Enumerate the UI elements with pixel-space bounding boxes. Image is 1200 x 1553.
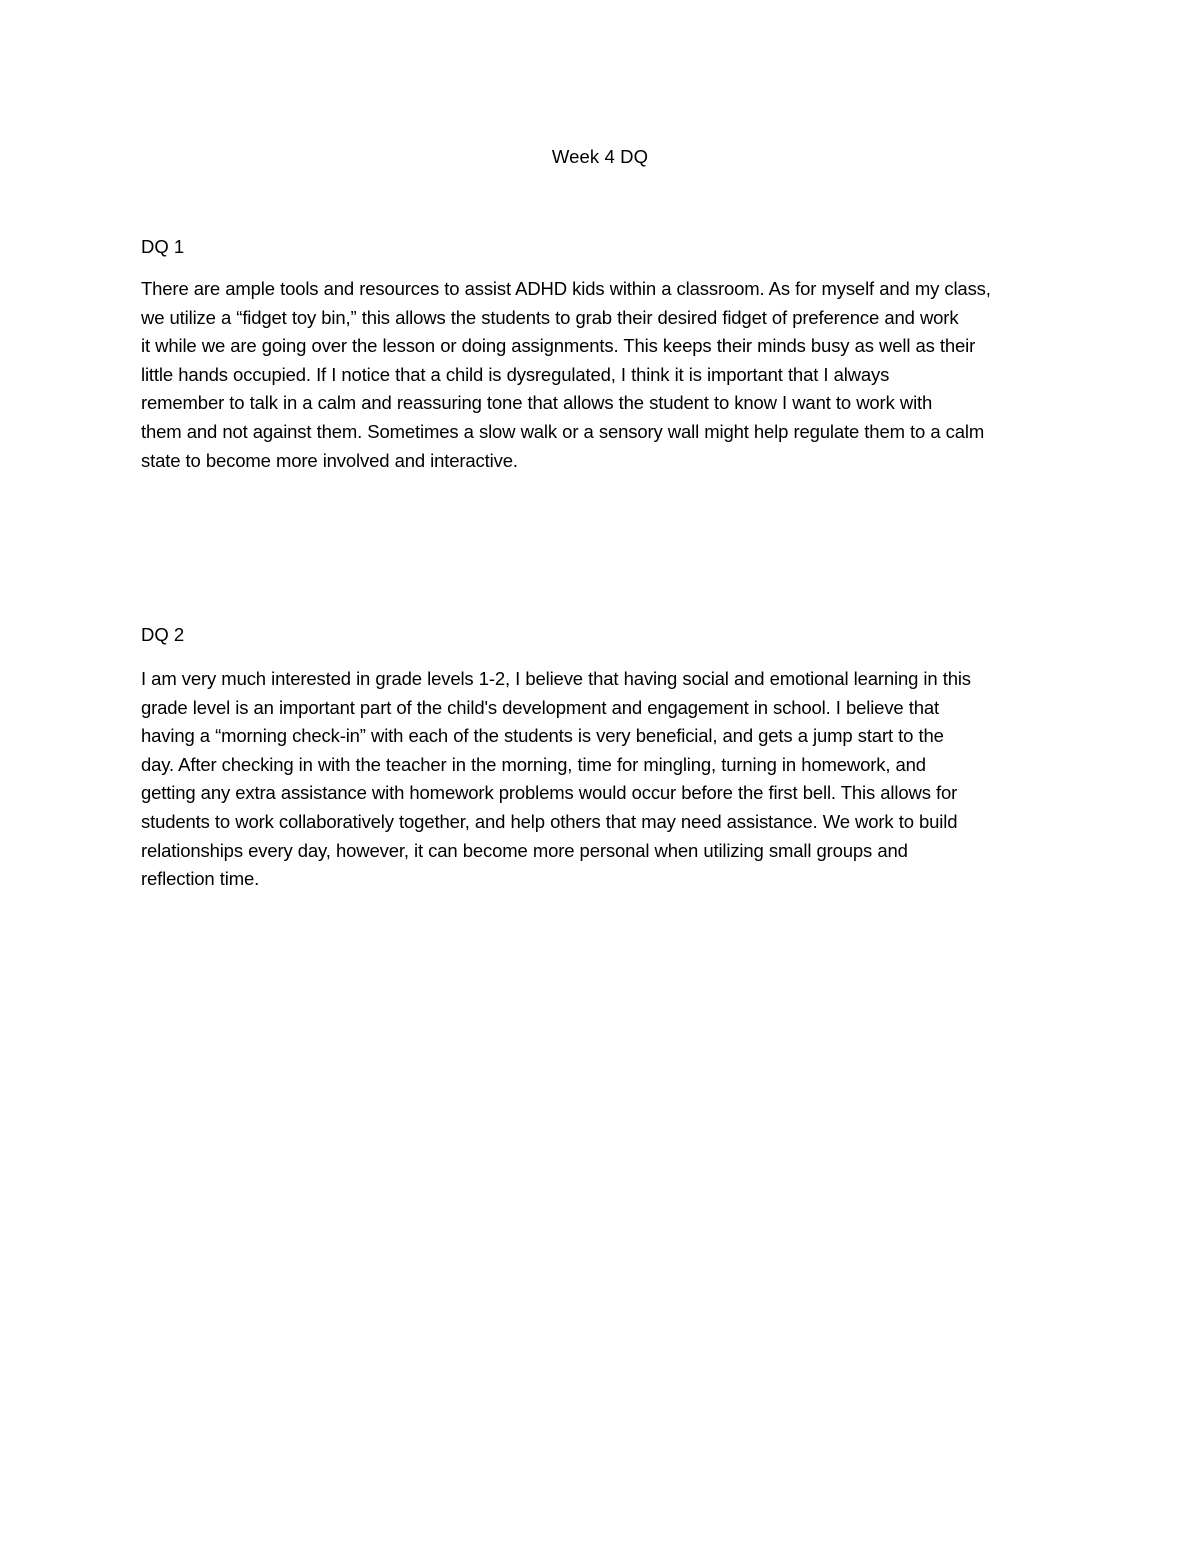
section-heading-dq2: DQ 2	[141, 624, 185, 645]
paragraph-line: we utilize a “fidget toy bin,” this allows the students to grab their desired fidget of preference and work	[141, 306, 959, 328]
paragraph-line: reflection time.	[141, 868, 260, 890]
paragraph-line: remember to talk in a calm and reassuring tone that allows the student to know I want to work with	[141, 392, 933, 414]
paragraph-line: getting any extra assistance with homework problems would occur before the first bell. This allows for	[141, 782, 958, 804]
paragraph-line: There are ample tools and resources to assist ADHD kids within a classroom. As for myself and my class,	[141, 278, 991, 299]
section-heading-dq1: DQ 1	[141, 236, 185, 257]
paragraph-line: little hands occupied. If I notice that a child is dysregulated, I think it is important that I always	[141, 363, 890, 385]
paragraph-line: students to work collaboratively together, and help others that may need assistance. We work to build	[141, 810, 958, 832]
document-title: Week 4 DQ	[551, 146, 649, 167]
paragraph-line: state to become more involved and interactive.	[141, 449, 518, 471]
section-body-dq2	[141, 665, 1071, 894]
paragraph-line: day. After checking in with the teacher in the morning, time for mingling, turning in homework, and	[141, 753, 926, 775]
paragraph-line: relationships every day, however, it can become more personal when utilizing small groups and	[141, 839, 908, 861]
paragraph-line: having a “morning check-in” with each of the students is very beneficial, and gets a jump start to the	[141, 725, 944, 747]
section-body-dq1	[141, 275, 1071, 475]
paragraph-line: them and not against them. Sometimes a slow walk or a sensory wall might help regulate them to a calm	[141, 420, 985, 442]
paragraph-line: I am very much interested in grade levels 1-2, I believe that having social and emotional learning in this	[141, 668, 971, 689]
paragraph-line: it while we are going over the lesson or doing assignments. This keeps their minds busy as well as their	[141, 335, 976, 357]
paragraph-line: grade level is an important part of the child's development and engagement in school. I believe that	[141, 696, 940, 718]
